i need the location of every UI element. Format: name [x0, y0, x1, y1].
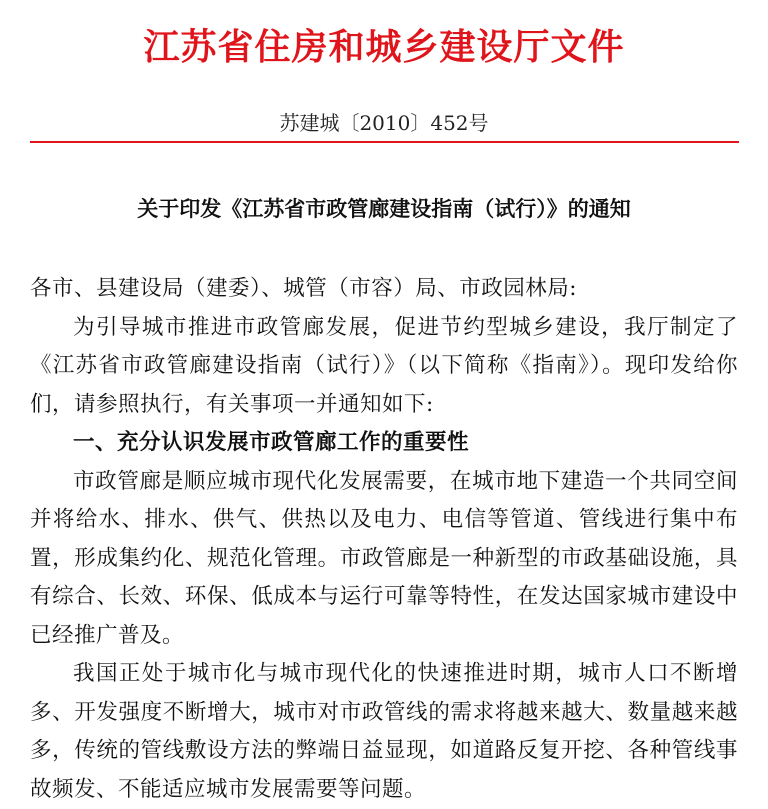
notice-title: 关于印发《江苏省市政管廊建设指南（试行）》的通知: [137, 197, 631, 221]
salutation: 各市、县建设局（建委）、城管（市容）局、市政园林局:: [30, 276, 577, 301]
issuing-authority-title: 江苏省住房和城乡建设厅文件: [143, 27, 625, 68]
body-paragraph-context: 我国正处于城市化与城市现代化的快速推进时期，城市人口不断增多、开发强度不断增大，城市对市政管线的需求将越来越大、数量越来越多，传统的管线敷设方法的弊端日益显现，如道路反复开挖、各种管线事故频发、不能适应城市发展需要等问题。: [30, 661, 738, 802]
red-divider-line: [30, 141, 739, 143]
body-paragraph-definition: 市政管廊是顺应城市现代化发展需要，在城市地下建造一个共同空间并将给水、排水、供气、供热以及电力、电信等管道、管线进行集中布置，形成集约化、规范化管理。市政管廊是一种新型的市政基础设施，具有综合、长效、环保、低成本与运行可靠等特性，在发达国家城市建设中已经推广普及。: [30, 468, 738, 648]
document-body: [30, 270, 738, 809]
section-heading-1: 一、充分认识发展市政管廊工作的重要性: [73, 430, 470, 455]
body-paragraph-intro: 为引导城市推进市政管廊发展，促进节约型城乡建设，我厅制定了《江苏省市政管廊建设指南（试行）》（以下简称《指南》）。现印发给你们，请参照执行，有关事项一并通知如下:: [30, 314, 738, 417]
document-number: 苏建城〔2010〕452号: [279, 111, 489, 135]
